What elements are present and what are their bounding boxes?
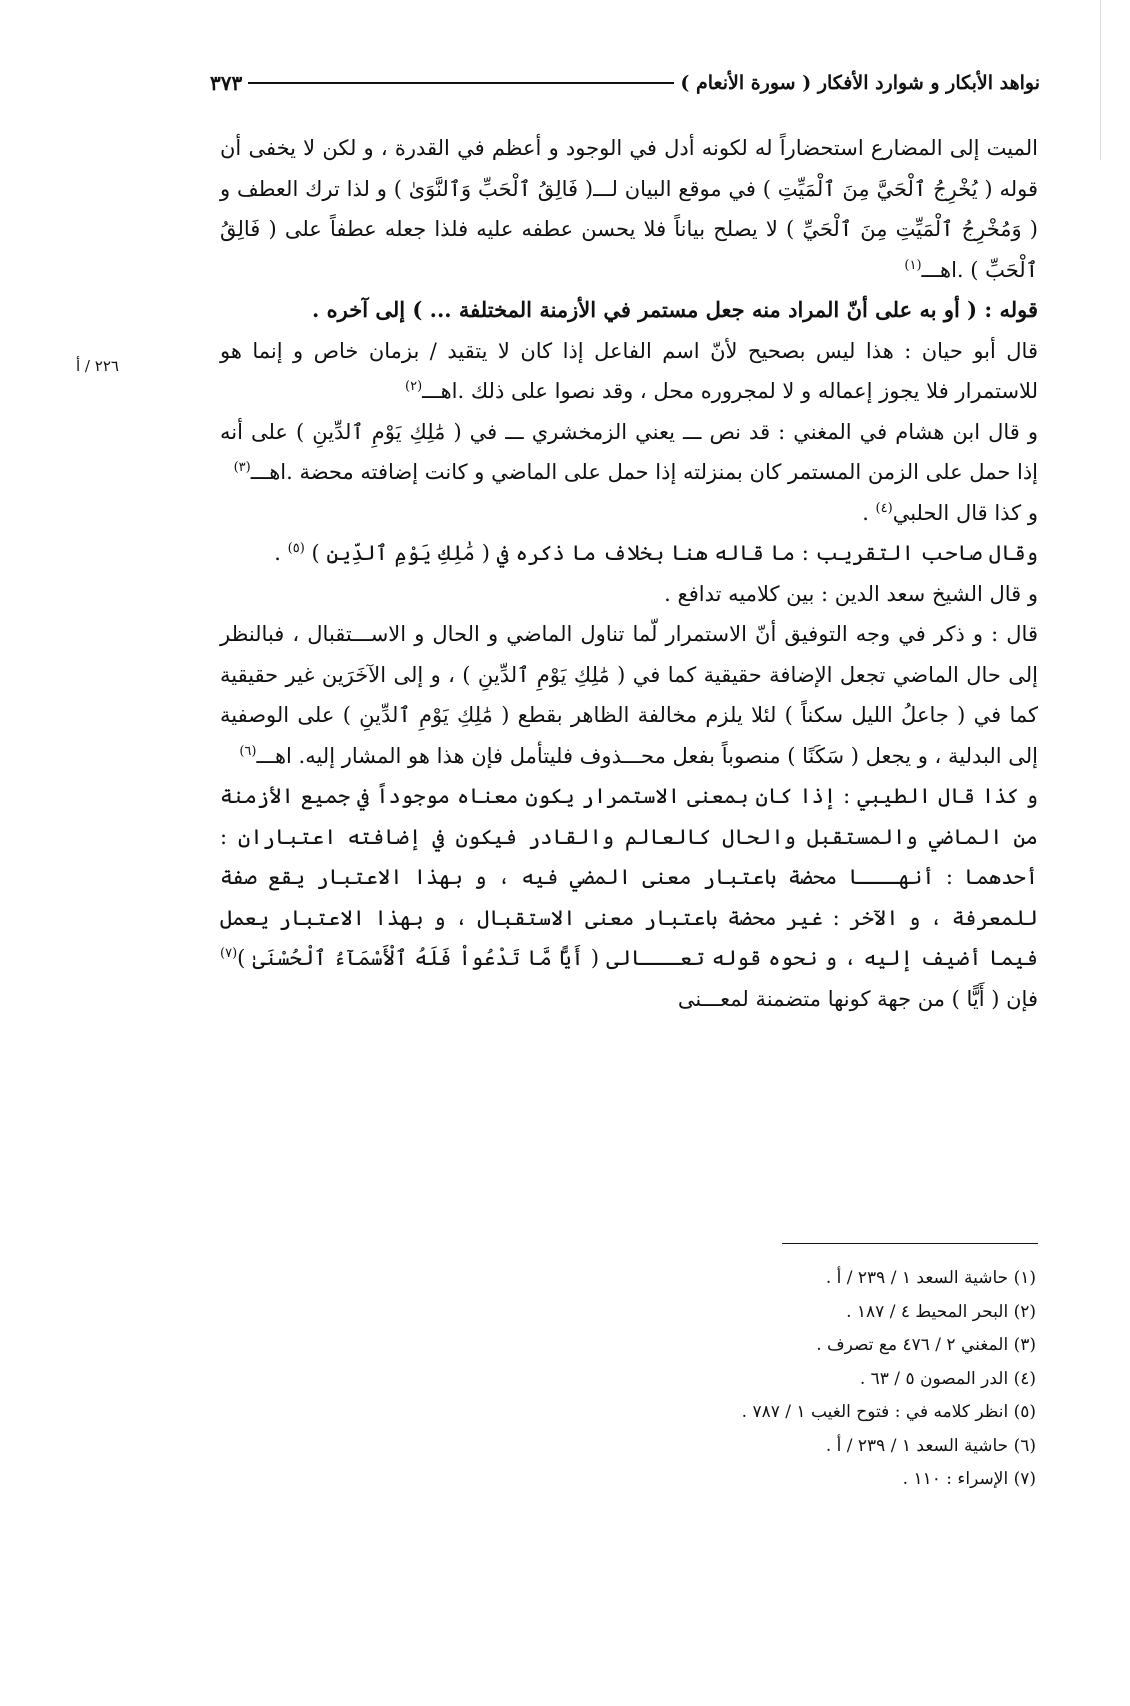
paragraph-8: قال : و ذكر في وجه التوفيق أنّ الاستمرار لّما تناول الماضي و الحال و الاســـتقبال ، فبالنظر إلى حال الماضي تجعل الإضافة حقيقية كما في ( مَٰلِكِ يَوْمِ ٱلدِّينِ ) ، و إلى الآخَرَين غير حقيقية كما في ( جاعلُ الليل سكناً ) لئلا يلزم مخالفة الظاهر بقطع ( مَٰلِكِ يَوْمِ ٱلدِّينِ ) على الوصفية إلى البدلية ، و يجعل ( سَكَنًا ) منصوباً بفعل محـــذوف فليتأمل فإن هذا هو المشار إليه. اهـــ$^{(٦)}$ — [220, 622, 1038, 768]
footnote-item: (٥) انظر كلامه في : فتوح الغيب ١ / ٧٨٧ . — [741, 1402, 1036, 1422]
running-header — [210, 66, 1040, 100]
header-title: نواهد الأبكار و شوارد الأفكار ( سورة الأنعام ) — [680, 72, 1040, 94]
header-rule — [248, 82, 674, 84]
footnote-ref-5: (٥) — [287, 541, 305, 556]
footnote-ref-6: (٦) — [239, 743, 257, 759]
footnote-ref-7: (٧) — [220, 946, 238, 961]
paragraph-7: و قال الشيخ سعد الدين : بين كلاميه تدافع . — [664, 581, 1038, 606]
scan-edge — [1100, 0, 1101, 160]
paragraph-6: وقال صاحب التقريب : ما قاله هنا بخلاف ما ذكره في ( مَٰلِكِ يَوْمِ ٱلدِّينِ ) $^{(٥)}$ . — [274, 541, 1038, 565]
footnote-ref-2: (٢) — [405, 379, 423, 394]
page-number: ٣٧٣ — [210, 71, 243, 95]
footnote-item: (٢) البحر المحيط ٤ / ١٨٧ . — [846, 1301, 1036, 1322]
paragraph-4: و قال ابن هشام في المغني : قد نص ـــ يعني الزمخشري ـــ في ( مَٰلِكِ يَوْمِ ٱلدِّينِ ) على أنه إذا حمل على الزمن المستمر كان بمنزلته إذا حمل على الماضي و كانت إضافته محضة .اهـــ$^{(٣)}$ — [220, 419, 1038, 484]
footnote-ref-1: (١) — [904, 257, 922, 273]
footnote-item: (١) حاشية السعد ١ / ٢٣٩ / أ . — [825, 1268, 1036, 1288]
paragraph-5: و كذا قال الحلبي$^{(٤)}$ . — [862, 500, 1038, 525]
main-text — [220, 128, 1038, 1019]
paragraph-9: و كذا قال الطيبي : إذا كان بمعنى الاستمرار يكون معناه موجوداً في جميع الأزمنة من الماضي والمستقبل والحال كالعالم والقادر فيكون في إضافته اعتباران : أحدهما : أنهـــا محضة باعتبار معنى المضي فيه ، و بهذا الاعتبار يقع صفة للمعرفة ، و الآخر : غير محضة باعتبار معنى الاستقبال ، و بهذا الاعتبار يعمل فيما أضيف إليه ، و نحوه قوله تعـــالى ( أَيًّا مَّا تَدْعُواْ فَلَهُ ٱلْأَسْمَآءُ ٱلْحُسْنَىٰ )$^{(٧)}$ فإن ( أَيًّا ) من جهة كونها متضمنة لمعـــنى — [220, 784, 1038, 1011]
footnote-item: (٦) حاشية السعد ١ / ٢٣٩ / أ . — [825, 1435, 1036, 1456]
footnote-item: (٧) الإسراء : ١١٠ . — [902, 1469, 1036, 1489]
footnote-ref-3: (٣) — [233, 460, 251, 475]
footnotes — [520, 1262, 1036, 1497]
footnote-item: (٣) المغني ٢ / ٤٧٦ مع تصرف . — [816, 1335, 1036, 1355]
footnote-ref-4: (٤) — [875, 500, 893, 516]
footnote-item: (٤) الدر المصون ٥ / ٦٣ . — [859, 1368, 1036, 1389]
paragraph-2-heading: قوله : ( أو به على أنّ المراد منه جعل مستمر في الأزمنة المختلفة ... ) إلى آخره . — [312, 297, 1038, 322]
paragraph-1: الميت إلى المضارع استحضاراً له لكونه أدل في الوجود و أعظم في القدرة ، و لكن لا يخفى أن قوله ( يُخْرِجُ ٱلْحَيَّ مِنَ ٱلْمَيِّتِ ) في موقع البيان لـــ( فَالِقُ ٱلْحَبِّ وَٱلنَّوَىٰ ) و لذا ترك العطف و ( وَمُخْرِجُ ٱلْمَيِّتِ مِنَ ٱلْحَيِّ ) لا يصلح بياناً فلا يحسن عطفه عليه فلذا جعله عطفاً على ( فَالِقُ ٱلْحَبِّ ) .اهـــ$^{(١)}$ — [220, 136, 1038, 282]
paragraph-3: قال أبو حيان : هذا ليس بصحيح لأنّ اسم الفاعل إذا كان لا يتقيد / بزمان خاص و إنما هو للاستمرار فلا يجوز إعماله و لا لمجروره محل ، وقد نصوا على ذلك .اهـــ$^{(٢)}$ — [220, 338, 1038, 403]
margin-manuscript-reference: ٢٢٦ / أ — [76, 357, 119, 375]
footnote-separator — [782, 1243, 1038, 1244]
